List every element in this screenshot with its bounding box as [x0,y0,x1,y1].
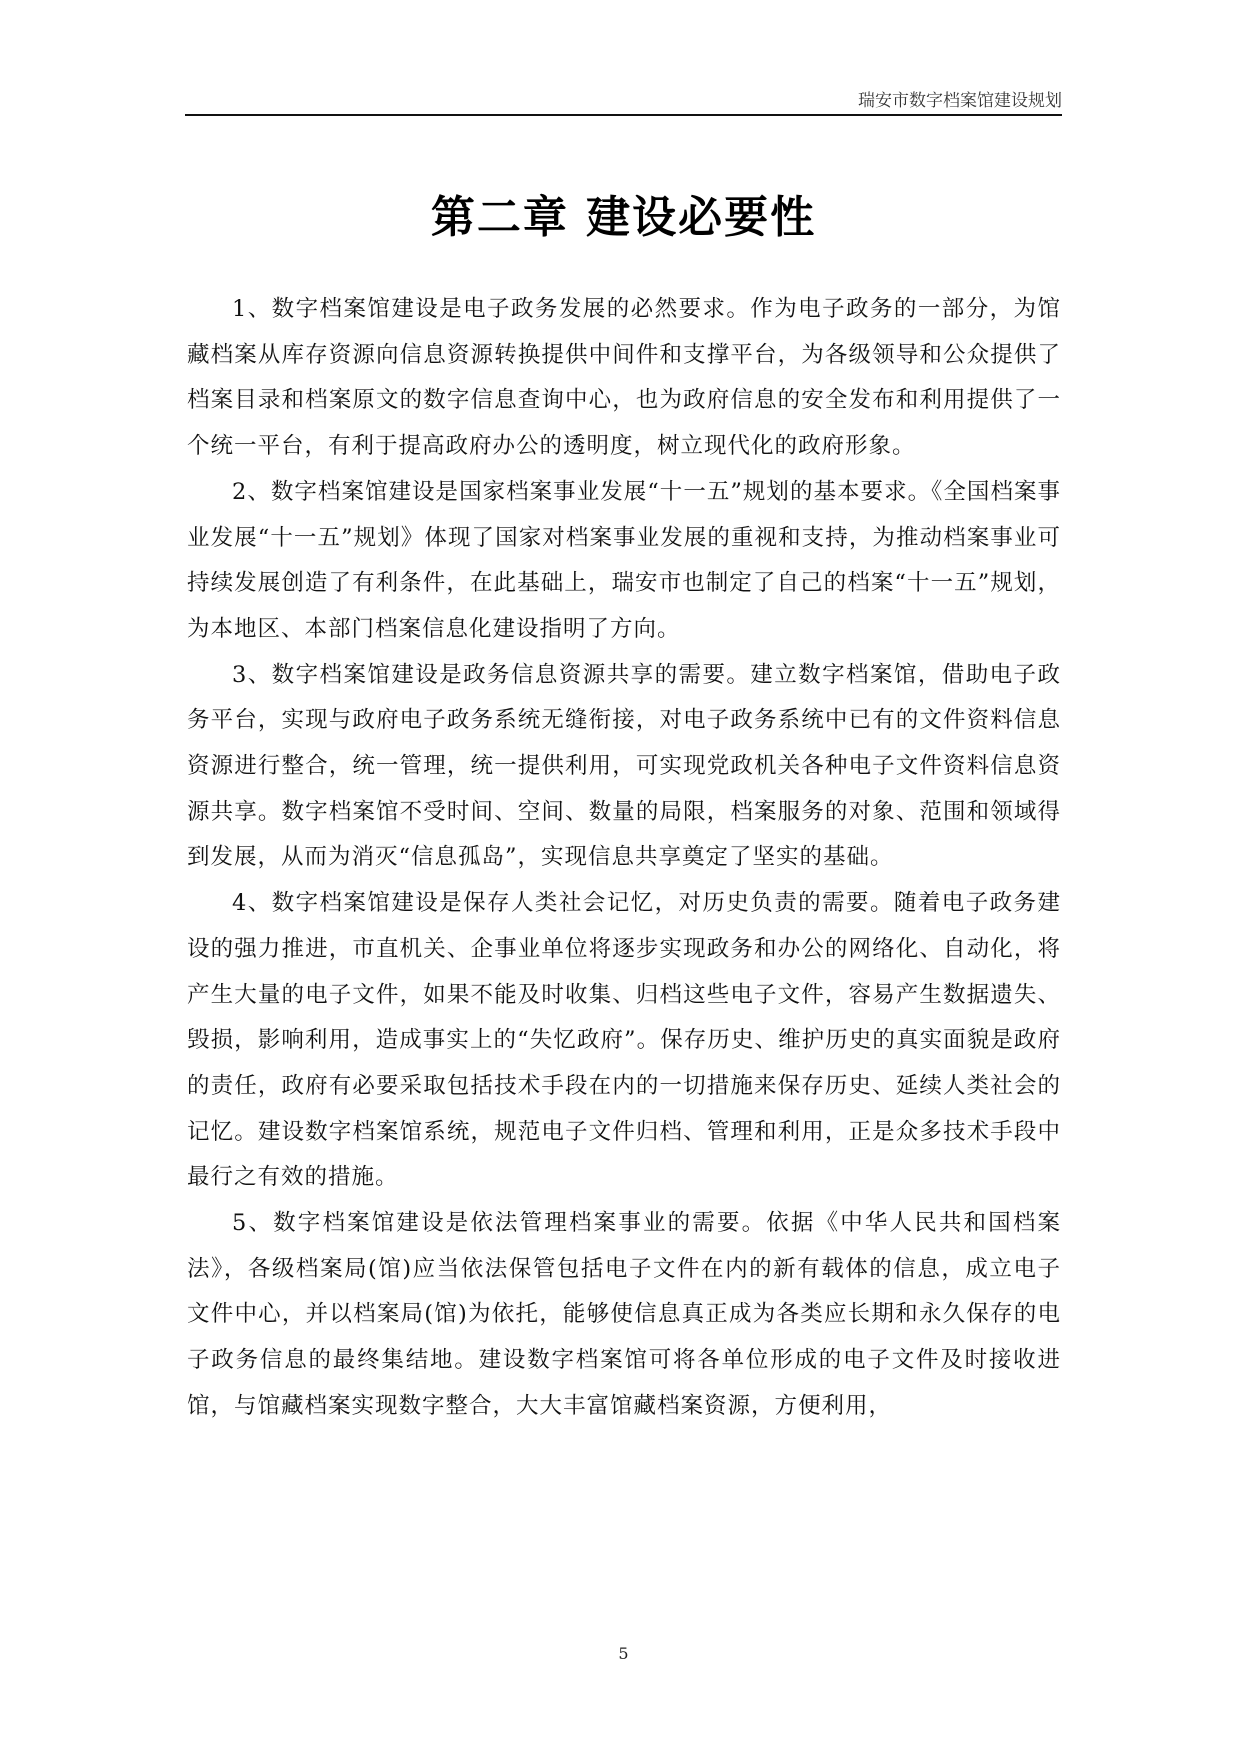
header-rule [185,114,1062,116]
paragraph-2: 2、数字档案馆建设是国家档案事业发展“十一五”规划的基本要求。《全国档案事业发展“十一五”规划》体现了国家对档案事业发展的重视和支持，为推动档案事业可持续发展创造了有利条件，在此基础上，瑞安市也制定了自己的档案“十一五”规划，为本地区、本部门档案信息化建设指明了方向。 [187,478,1061,642]
paragraph-3: 3、数字档案馆建设是政务信息资源共享的需要。建立数字档案馆，借助电子政务平台，实现与政府电子政务系统无缝衔接，对电子政务系统中已有的文件资料信息资源进行整合，统一管理，统一提供利用，可实现党政机关各种电子文件资料信息资源共享。数字档案馆不受时间、空间、数量的局限，档案服务的对象、范围和领域得到发展，从而为消灭“信息孤岛”，实现信息共享奠定了坚实的基础。 [187,661,1061,871]
paragraph-5: 5、数字档案馆建设是依法管理档案事业的需要。依据《中华人民共和国档案法》，各级档案局(馆)应当依法保管包括电子文件在内的新有载体的信息，成立电子文件中心，并以档案局(馆)为依托，能够使信息真正成为各类应长期和永久保存的电子政务信息的最终集结地。建设数字档案馆可将各单位形成的电子文件及时接收进馆，与馆藏档案实现数字整合，大大丰富馆藏档案资源，方便利用， [187,1210,1061,1419]
paragraph-4: 4、数字档案馆建设是保存人类社会记忆，对历史负责的需要。随着电子政务建设的强力推进，市直机关、企事业单位将逐步实现政务和办公的网络化、自动化，将产生大量的电子文件，如果不能及时收集、归档这些电子文件，容易产生数据遗失、毁损，影响利用，造成事实上的“失忆政府”。保存历史、维护历史的真实面貌是政府的责任，政府有必要采取包括技术手段在内的一切措施来保存历史、延续人类社会的记忆。建设数字档案馆系统，规范电子文件归档、管理和利用，正是众多技术手段中最行之有效的措施。 [187,890,1061,1191]
page-number: 5 [618,1644,629,1663]
chapter-title: 第二章 建设必要性 [430,192,817,243]
body-text [187,287,1061,1430]
paragraph-1: 1、数字档案馆建设是电子政务发展的必然要求。作为电子政务的一部分，为馆藏档案从库存资源向信息资源转换提供中间件和支撑平台，为各级领导和公众提供了档案目录和档案原文的数字信息查询中心，也为政府信息的安全发布和利用提供了一个统一平台，有利于提高政府办公的透明度，树立现代化的政府形象。 [187,296,1061,460]
running-header: 瑞安市数字档案馆建设规划 [858,91,1062,111]
